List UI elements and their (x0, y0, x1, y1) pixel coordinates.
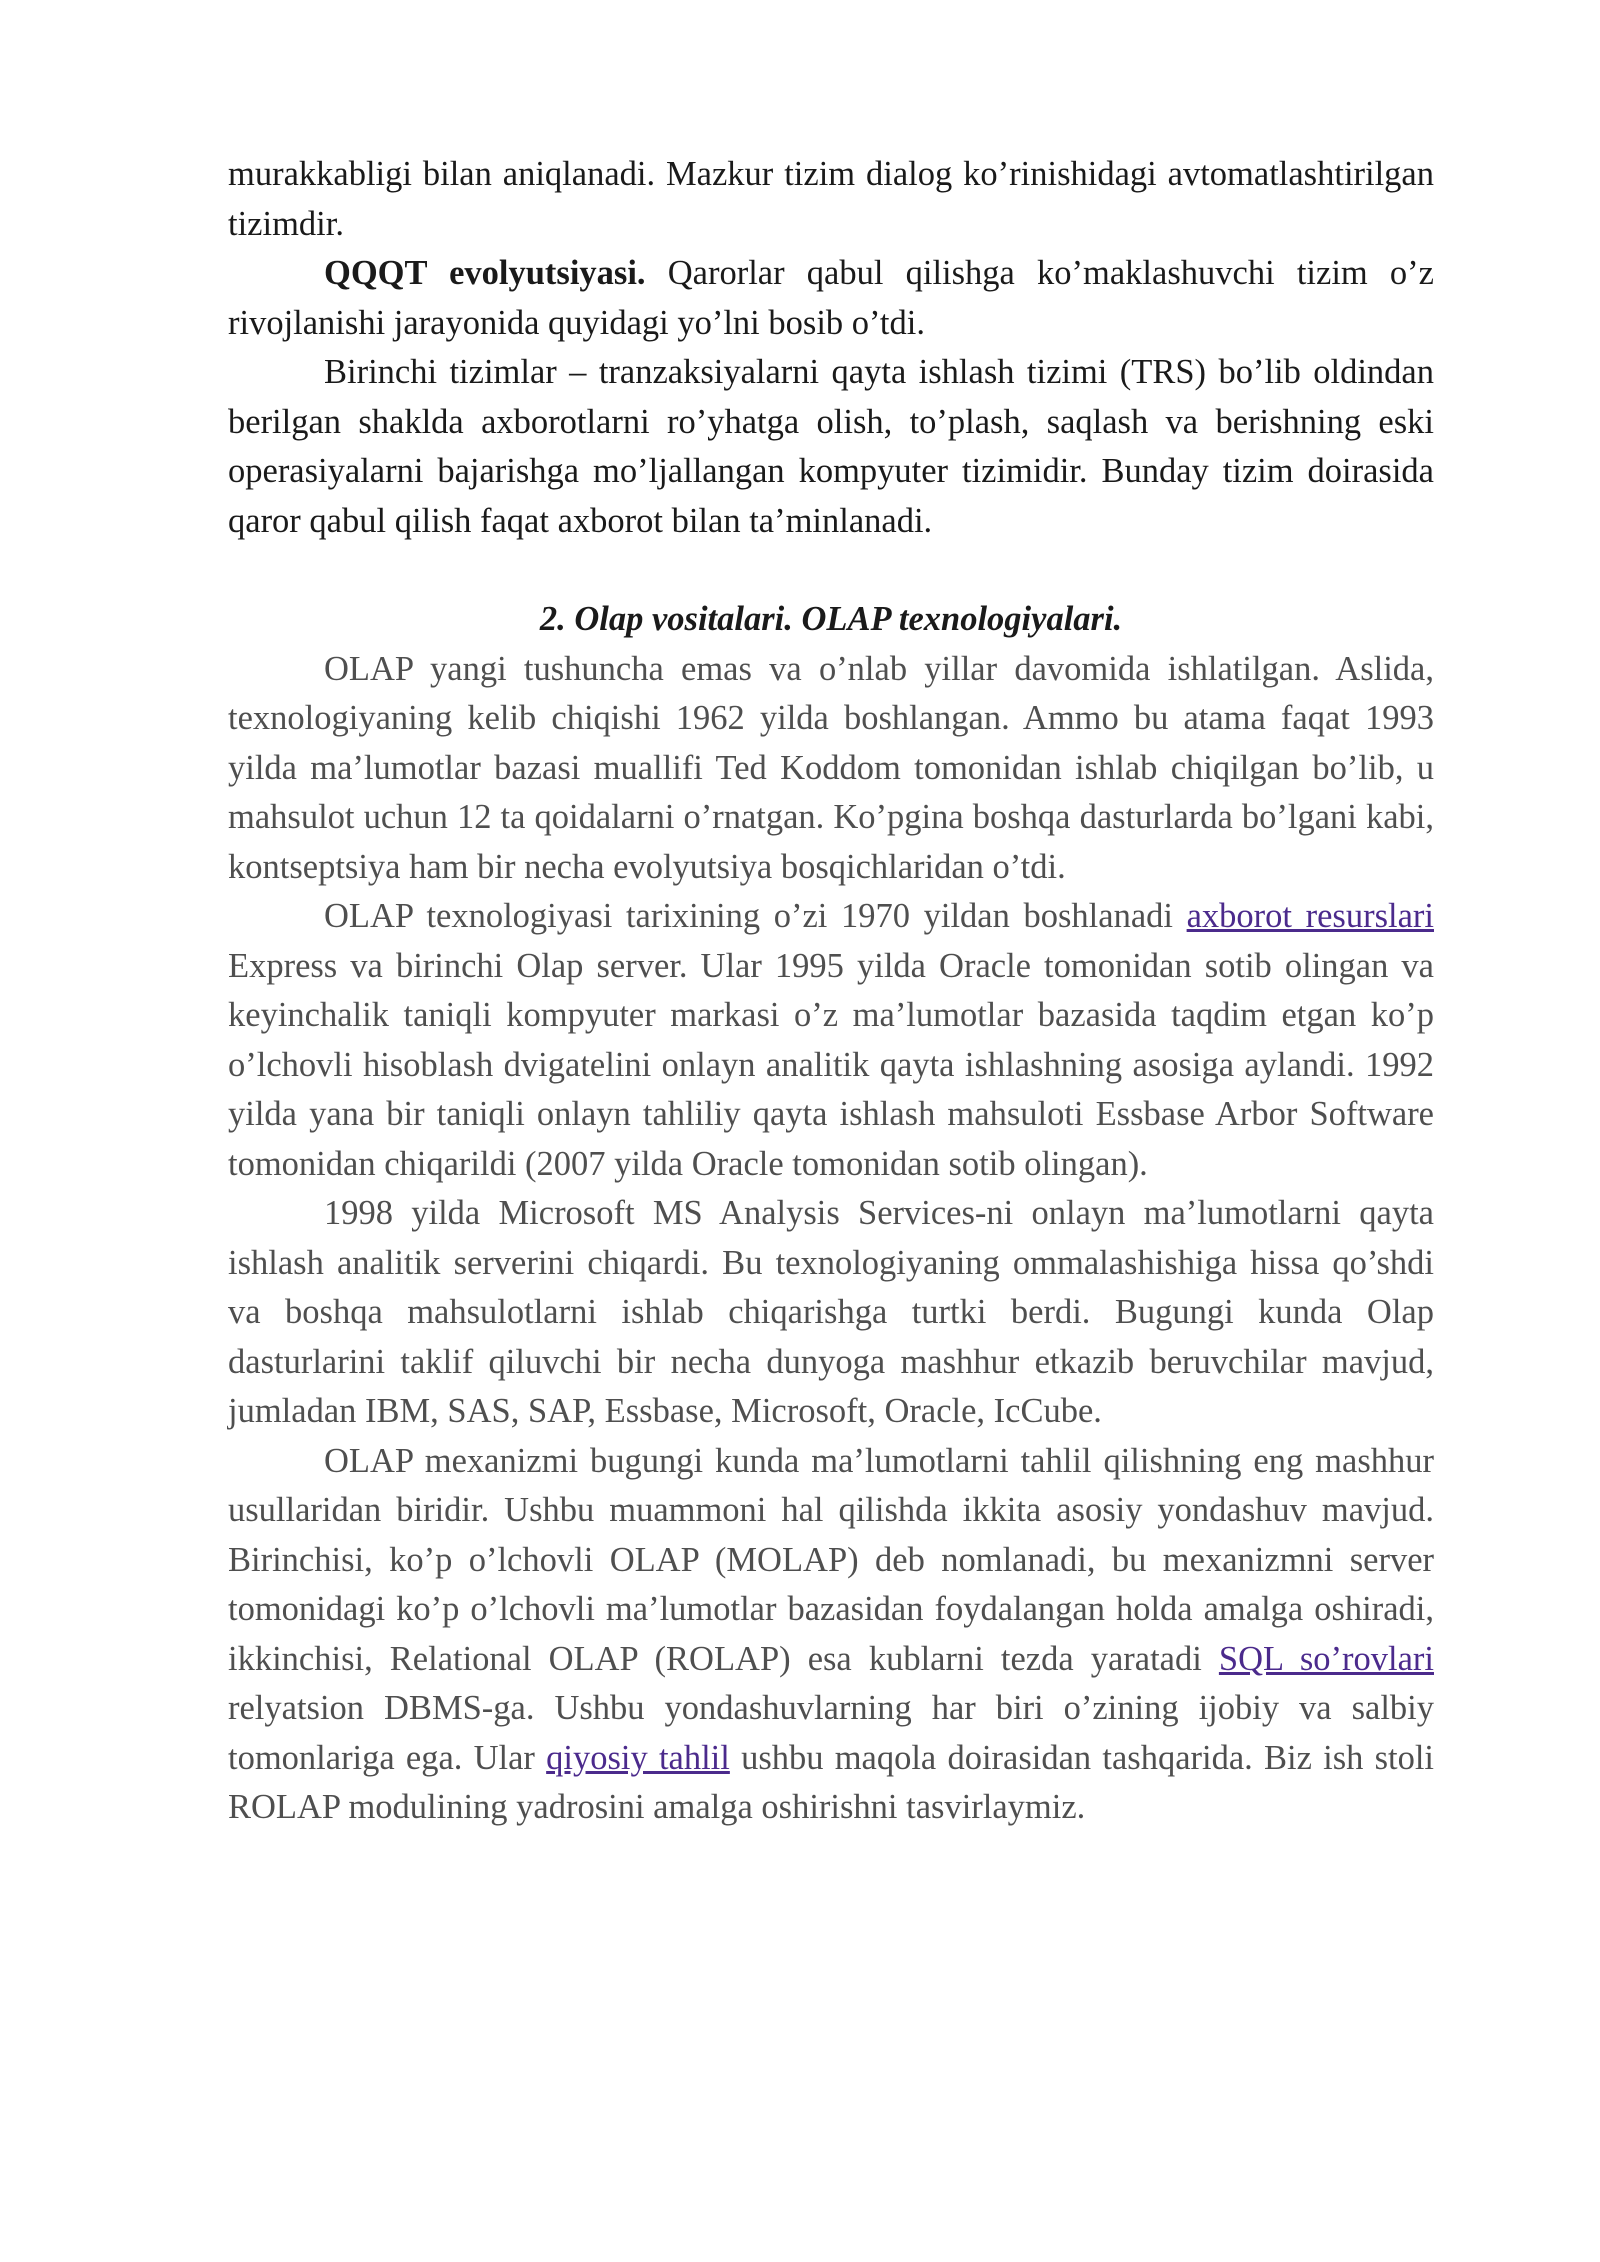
olap-mechanism-text-middle: relyatsion DBMS-ga. Ushbu yondashuvlarning har biri o’zining ijobiy va salbiy tomonlariga ega. Ular (228, 1689, 1434, 1777)
link-qiyosiy-tahlil[interactable]: qiyosiy tahlil (546, 1738, 730, 1777)
olap-history-text-end: Express va birinchi Olap server. Ular 1995 yilda Oracle tomonidan sotib olingan va keyinchalik taniqli kompyuter markasi o’z ma’lumotlar bazasida taqdim etgan ko’p o’lchovli hisoblash dvigatelini onlayn analitik qayta ishlashning asosiga aylandi. 1992 yilda yana bir taniqli onlayn tahliliy qayta ishlash mahsuloti Essbase Arbor Software tomonidan chiqarildi (2007 yilda Oracle tomonidan sotib olingan). (228, 946, 1434, 1183)
link-axborot-resurslari[interactable]: axborot resurslari (1186, 897, 1434, 935)
olap-history-text-start: OLAP texnologiyasi tarixining o’zi 1970 yildan boshlanadi (324, 897, 1187, 935)
paragraph-olap-mechanism (228, 1437, 1434, 1833)
paragraph-first-systems: Birinchi tizimlar – tranzaksiyalarni qayta ishlash tizimi (TRS) bo’lib oldindan berilgan shaklda axborotlarni ro’yhatga olish, to’plash, saqlash va berishning eski operasiyalarni bajarishga mo’ljallangan kompyuter tizimidir. Bunday tizim doirasida qaror qabul qilish faqat axborot bilan ta’minlanadi. (228, 353, 1434, 540)
section-heading: 2. Olap vositalari. OLAP texnologiyalari. (539, 600, 1123, 638)
olap-mechanism-text-end: ushbu maqola doirasidan tashqarida. Biz ish stoli ROLAP modulining yadrosini amalga oshirishni tasvirlaymiz. (228, 1738, 1435, 1826)
paragraph-microsoft: 1998 yilda Microsoft MS Analysis Services-ni onlayn ma’lumotlarni qayta ishlash analitik serverini chiqardi. Bu texnologiyaning ommalashishiga hissa qo’shdi va boshqa mahsulotlarni ishlab chiqarishga turtki berdi. Bugungi kunda Olap dasturlarini taklif qiluvchi bir necha dunyoga mashhur etkazib beruvchilar mavjud, jumladan IBM, SAS, SAP, Essbase, Microsoft, Oracle, IcCube. (228, 1194, 1434, 1430)
paragraph-1: murakkabligi bilan aniqlanadi. Mazkur tizim dialog ko’rinishidagi avtomatlashtirilgan tizimdir. (228, 155, 1434, 243)
paragraph-olap-history (228, 892, 1434, 1189)
olap-mechanism-text-start: OLAP mexanizmi bugungi kunda ma’lumotlarni tahlil qilishning eng mashhur usullaridan biridir. Ushbu muammoni hal qilishda ikkita asosiy yondashuv mavjud. Birinchisi, ko’p o’lchovli OLAP (MOLAP) deb nomlanadi, bu mexanizmni server tomonidagi ko’p o’lchovli ma’lumotlar bazasidan foydalangan holda amalga oshiradi, ikkinchisi, Relational OLAP (ROLAP) esa kublarni tezda yaratadi (228, 1441, 1434, 1678)
paragraph-qqqt-evolution (228, 249, 1434, 348)
link-sql-sorovlari[interactable]: SQL so’rovlari (1218, 1639, 1434, 1678)
document-page (228, 150, 1434, 1833)
paragraph-olap-intro: OLAP yangi tushuncha emas va o’nlab yillar davomida ishlatilgan. Aslida, texnologiyaning kelib chiqishi 1962 yilda boshlangan. Ammo bu atama faqat 1993 yilda ma’lumotlar bazasi muallifi Ted Koddom tomonidan ishlab chiqilgan bo’lib, u mahsulot uchun 12 ta qoidalarni o’rnatgan. Ko’pgina boshqa dasturlarda bo’lgani kabi, kontseptsiya ham bir necha evolyutsiya bosqichlaridan o’tdi. (228, 649, 1434, 886)
qqqt-evolution-text: Qarorlar qabul qilishga ko’maklashuvchi tizim o’z rivojlanishi jarayonida quyidagi yo’lni bosib o’tdi. (228, 254, 1434, 342)
qqqt-evolution-title: QQQT evolyutsiyasi. (324, 254, 646, 292)
